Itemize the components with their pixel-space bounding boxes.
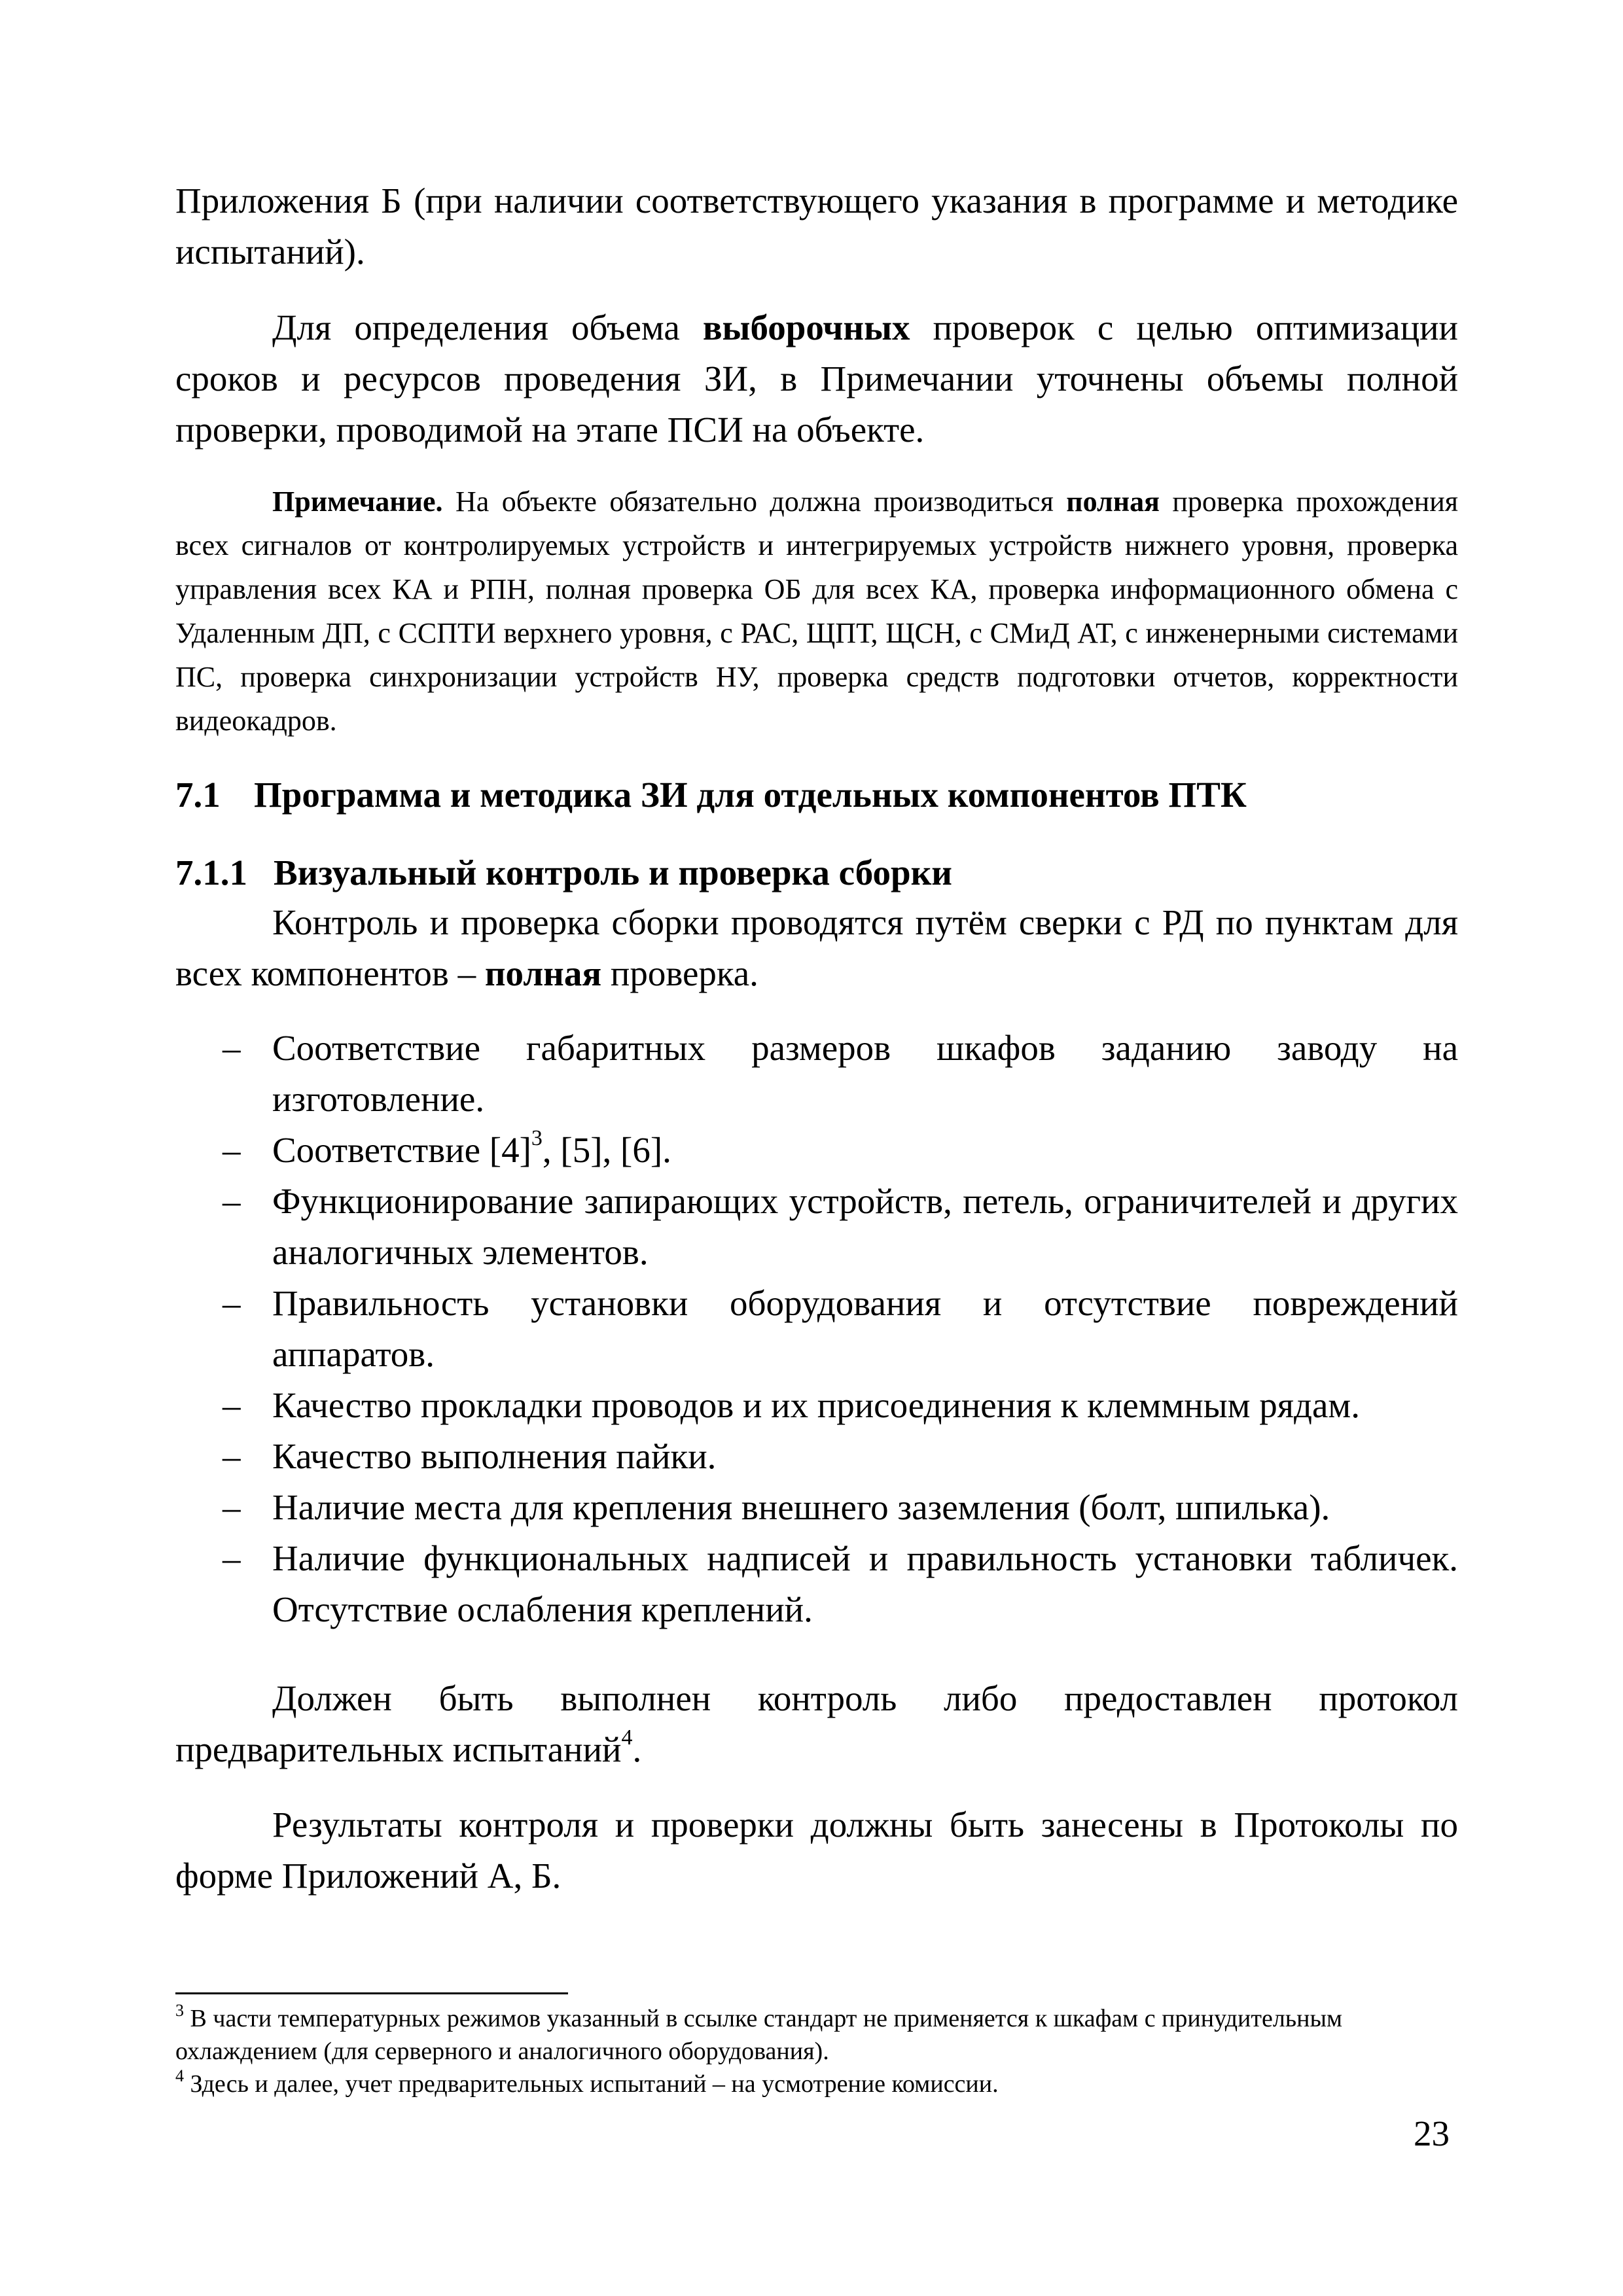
subsection-intro [175, 897, 1458, 999]
list-item: – Правильность установки оборудования и отсутствие повреждений аппаратов. [175, 1278, 1458, 1380]
list-item: – Соответствие $[4]^3$, [5], [6]. [175, 1125, 1458, 1176]
subsection-intro-bold: полная [484, 953, 602, 993]
section-number: 7.1 [175, 775, 221, 815]
subsection-intro-text-1: Контроль и проверка сборки проводятся путём сверки с РД по пунктам для всех компонентов – [175, 902, 1458, 993]
footnote-3: $^3$ В части температурных режимов указанный в ссылке стандарт не применяется к шкафам с принудительным охлаждением (для серверного и аналогичного оборудования). [175, 2001, 1343, 2065]
intro-text-1: Для определения объема [272, 308, 703, 347]
footnote-ref-4: 4 [621, 1725, 633, 1750]
dash-marker: – [223, 1181, 241, 1221]
footnote-4: $^4$ Здесь и далее, учет предварительных испытаний – на усмотрение комиссии. [175, 2066, 999, 2098]
subsection-title: Визуальный контроль и проверка сборки [274, 853, 952, 892]
list-item: – Наличие функциональных надписей и правильность установки табличек. Отсутствие ослабления креплений. [175, 1533, 1458, 1635]
dash-marker: – [223, 1130, 241, 1170]
dash-marker: – [223, 1487, 241, 1527]
footnote-separator [175, 1992, 568, 1994]
subsection-heading [175, 847, 1458, 898]
intro-bold-word: выборочных [702, 308, 910, 347]
footnotes [175, 2002, 1458, 2100]
closing-paragraph-1: Должен быть выполнен контроль либо предоставлен протокол предварительных испытаний$^4$. [175, 1678, 1458, 1769]
subsection-number: 7.1.1 [175, 853, 247, 892]
footnote-ref-3: 3 [531, 1126, 543, 1150]
intro-paragraph-2 [175, 302, 1458, 455]
page-number: 23 [1414, 2113, 1450, 2153]
note-text-2: проверка прохождения всех сигналов от контролируемых устройств и интегрируемых устройств нижнего уровня, проверка управления всех КА и РПН, полная проверка ОБ для всех КА, проверка информационного обмена с Удаленным ДП, с ССПТИ верхнего уровня, с РАС, ЩПТ, ЩСН, с СМиД АТ, с инженерными системами ПС, проверка синхронизации устройств НУ, проверка средств подготовки отчетов, корректности видеокадров. [175, 486, 1458, 737]
note-label: Примечание. [272, 486, 443, 518]
dash-marker: – [223, 1028, 241, 1068]
section-heading [175, 769, 1458, 821]
dash-marker: – [223, 1283, 241, 1323]
note-bold-word: полная [1066, 486, 1160, 518]
dash-marker: – [223, 1538, 241, 1578]
list-item: – Качество прокладки проводов и их присоединения к клеммным рядам. [175, 1380, 1458, 1431]
list-item: – Соответствие габаритных размеров шкафов заданию заводу на изготовление. [175, 1023, 1458, 1125]
list-item: – Функционирование запирающих устройств, петель, ограничителей и других аналогичных элементов. [175, 1176, 1458, 1278]
section-title: Программа и методика ЗИ для отдельных компонентов ПТК [254, 775, 1247, 815]
list-item: – Качество выполнения пайки. [175, 1431, 1458, 1482]
note-text-1: На объекте обязательно должна производиться [442, 486, 1067, 518]
dash-marker: – [223, 1436, 241, 1476]
check-list [175, 1023, 1458, 1635]
dash-marker: – [223, 1385, 241, 1425]
intro-text-2: проверок с целью оптимизации сроков и ресурсов проведения ЗИ, в Примечании уточнены объемы полной проверки, проводимой на этапе ПСИ на объекте. [175, 308, 1458, 450]
note-block [175, 480, 1458, 743]
list-item: – Наличие места для крепления внешнего заземления (болт, шпилька). [175, 1482, 1458, 1533]
subsection-intro-text-2: проверка. [601, 953, 758, 993]
closing-paragraph-2: Результаты контроля и проверки должны быть занесены в Протоколы по форме Приложений А, Б. [175, 1805, 1458, 1896]
intro-paragraph-1: Приложения Б (при наличии соответствующего указания в программе и методике испытаний). [175, 181, 1458, 272]
